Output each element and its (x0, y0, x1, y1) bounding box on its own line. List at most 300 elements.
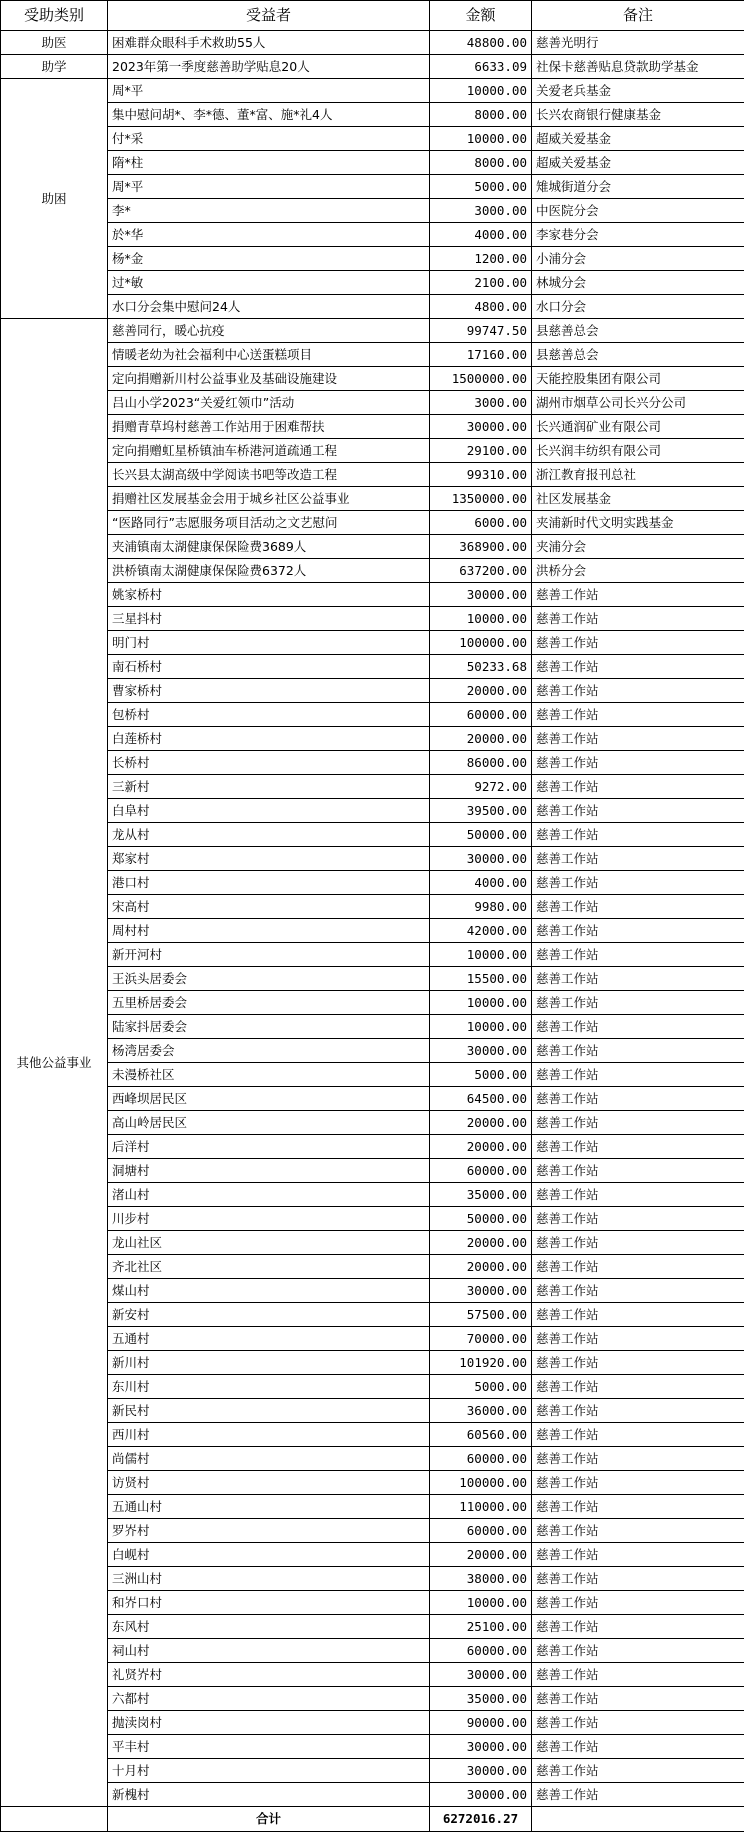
table-row (1, 895, 744, 919)
note-cell: 慈善工作站 (532, 1015, 744, 1039)
table-row (1, 1327, 744, 1351)
table-row (1, 751, 744, 775)
beneficiary-cell: 礼贤岕村 (108, 1663, 430, 1687)
amount-cell: 368900.00 (430, 535, 532, 559)
note-cell: 慈善工作站 (532, 1039, 744, 1063)
category-cell: 助困 (1, 79, 108, 319)
note-cell: 慈善工作站 (532, 1255, 744, 1279)
table-row (1, 1039, 744, 1063)
table-row (1, 583, 744, 607)
note-cell: 慈善工作站 (532, 1687, 744, 1711)
beneficiary-cell: 李* (108, 199, 430, 223)
note-cell: 慈善工作站 (532, 1543, 744, 1567)
note-cell: 慈善工作站 (532, 1615, 744, 1639)
table-row (1, 655, 744, 679)
note-cell: 慈善工作站 (532, 1135, 744, 1159)
table-row (1, 919, 744, 943)
table-row (1, 1639, 744, 1663)
table-row (1, 823, 744, 847)
beneficiary-cell: 和岕口村 (108, 1591, 430, 1615)
beneficiary-cell: 港口村 (108, 871, 430, 895)
table-row (1, 991, 744, 1015)
table-row (1, 199, 744, 223)
note-cell: 慈善工作站 (532, 1639, 744, 1663)
beneficiary-cell: 集中慰问胡*、李*德、董*富、施*礼4人 (108, 103, 430, 127)
note-cell: 社保卡慈善贴息贷款助学基金 (532, 55, 744, 79)
table-row (1, 223, 744, 247)
amount-cell: 99310.00 (430, 463, 532, 487)
note-cell: 慈善工作站 (532, 1327, 744, 1351)
table-row (1, 1543, 744, 1567)
beneficiary-cell: 西峰坝居民区 (108, 1087, 430, 1111)
table-row (1, 1783, 744, 1807)
total-spacer (1, 1807, 108, 1832)
table-body (1, 31, 744, 1807)
table-row (1, 1495, 744, 1519)
amount-cell: 50000.00 (430, 1207, 532, 1231)
amount-cell: 60000.00 (430, 1159, 532, 1183)
beneficiary-cell: 抛渎岗村 (108, 1711, 430, 1735)
header-note: 备注 (532, 1, 744, 31)
total-amount: 6272016.27 (430, 1807, 532, 1832)
note-cell: 社区发展基金 (532, 487, 744, 511)
amount-cell: 6000.00 (430, 511, 532, 535)
amount-cell: 30000.00 (430, 583, 532, 607)
note-cell: 夹浦分会 (532, 535, 744, 559)
beneficiary-cell: 东川村 (108, 1375, 430, 1399)
table-row (1, 343, 744, 367)
table-row (1, 727, 744, 751)
beneficiary-cell: 白莲桥村 (108, 727, 430, 751)
table-row (1, 1063, 744, 1087)
table-row (1, 1375, 744, 1399)
amount-cell: 10000.00 (430, 1015, 532, 1039)
amount-cell: 30000.00 (430, 1039, 532, 1063)
note-cell: 浙江教育报刊总社 (532, 463, 744, 487)
note-cell: 林城分会 (532, 271, 744, 295)
beneficiary-cell: 白阜村 (108, 799, 430, 823)
note-cell: 慈善工作站 (532, 751, 744, 775)
amount-cell: 20000.00 (430, 1135, 532, 1159)
amount-cell: 30000.00 (430, 847, 532, 871)
amount-cell: 110000.00 (430, 1495, 532, 1519)
note-cell: 慈善工作站 (532, 1087, 744, 1111)
amount-cell: 4000.00 (430, 223, 532, 247)
amount-cell: 60000.00 (430, 703, 532, 727)
beneficiary-cell: 困难群众眼科手术救助55人 (108, 31, 430, 55)
header-category: 受助类别 (1, 1, 108, 31)
note-cell: 慈善工作站 (532, 1447, 744, 1471)
beneficiary-cell: 定向捐赠新川村公益事业及基础设施建设 (108, 367, 430, 391)
note-cell: 慈善工作站 (532, 1591, 744, 1615)
note-cell: 慈善工作站 (532, 1663, 744, 1687)
table-row (1, 103, 744, 127)
table-row (1, 1591, 744, 1615)
amount-cell: 1500000.00 (430, 367, 532, 391)
amount-cell: 10000.00 (430, 943, 532, 967)
amount-cell: 35000.00 (430, 1687, 532, 1711)
table-row (1, 1183, 744, 1207)
note-cell: 水口分会 (532, 295, 744, 319)
note-cell: 慈善工作站 (532, 799, 744, 823)
note-cell: 慈善工作站 (532, 607, 744, 631)
note-cell: 长兴润丰纺织有限公司 (532, 439, 744, 463)
beneficiary-cell: 宋高村 (108, 895, 430, 919)
beneficiary-cell: 祠山村 (108, 1639, 430, 1663)
amount-cell: 100000.00 (430, 1471, 532, 1495)
note-cell: 天能控股集团有限公司 (532, 367, 744, 391)
note-cell: 慈善工作站 (532, 1711, 744, 1735)
beneficiary-cell: “医路同行”志愿服务项目活动之文艺慰问 (108, 511, 430, 535)
beneficiary-cell: 慈善同行，暖心抗疫 (108, 319, 430, 343)
beneficiary-cell: 明门村 (108, 631, 430, 655)
note-cell: 慈善工作站 (532, 1519, 744, 1543)
note-cell: 慈善工作站 (532, 847, 744, 871)
amount-cell: 30000.00 (430, 1663, 532, 1687)
beneficiary-cell: 周*平 (108, 79, 430, 103)
beneficiary-cell: 平丰村 (108, 1735, 430, 1759)
note-cell: 李家巷分会 (532, 223, 744, 247)
amount-cell: 4000.00 (430, 871, 532, 895)
beneficiary-cell: 新槐村 (108, 1783, 430, 1807)
amount-cell: 30000.00 (430, 1735, 532, 1759)
category-cell: 助学 (1, 55, 108, 79)
beneficiary-cell: 新民村 (108, 1399, 430, 1423)
beneficiary-cell: 煤山村 (108, 1279, 430, 1303)
table-row (1, 1687, 744, 1711)
note-cell: 慈善工作站 (532, 679, 744, 703)
amount-cell: 5000.00 (430, 175, 532, 199)
amount-cell: 10000.00 (430, 79, 532, 103)
note-cell: 慈善工作站 (532, 895, 744, 919)
amount-cell: 64500.00 (430, 1087, 532, 1111)
amount-cell: 8000.00 (430, 151, 532, 175)
beneficiary-cell: 姚家桥村 (108, 583, 430, 607)
beneficiary-cell: 洪桥镇南太湖健康保保险费6372人 (108, 559, 430, 583)
amount-cell: 6633.09 (430, 55, 532, 79)
table-row (1, 1615, 744, 1639)
amount-cell: 42000.00 (430, 919, 532, 943)
note-cell: 慈善工作站 (532, 1471, 744, 1495)
table-row (1, 1255, 744, 1279)
amount-cell: 30000.00 (430, 1759, 532, 1783)
note-cell: 慈善工作站 (532, 1735, 744, 1759)
note-cell: 长兴农商银行健康基金 (532, 103, 744, 127)
table-row (1, 943, 744, 967)
note-cell: 慈善工作站 (532, 943, 744, 967)
table-row (1, 775, 744, 799)
note-cell: 慈善工作站 (532, 1111, 744, 1135)
table-row (1, 1735, 744, 1759)
beneficiary-cell: 六都村 (108, 1687, 430, 1711)
beneficiary-cell: 过*敏 (108, 271, 430, 295)
amount-cell: 5000.00 (430, 1375, 532, 1399)
note-cell: 慈善光明行 (532, 31, 744, 55)
amount-cell: 60000.00 (430, 1639, 532, 1663)
note-cell: 慈善工作站 (532, 967, 744, 991)
header-beneficiary: 受益者 (108, 1, 430, 31)
category-cell: 助医 (1, 31, 108, 55)
table-row (1, 1303, 744, 1327)
table-row (1, 799, 744, 823)
beneficiary-cell: 三新村 (108, 775, 430, 799)
amount-cell: 35000.00 (430, 1183, 532, 1207)
beneficiary-cell: 三洲山村 (108, 1567, 430, 1591)
amount-cell: 3000.00 (430, 199, 532, 223)
note-cell: 慈善工作站 (532, 775, 744, 799)
amount-cell: 3000.00 (430, 391, 532, 415)
beneficiary-cell: 五通山村 (108, 1495, 430, 1519)
note-cell: 超威关爱基金 (532, 127, 744, 151)
note-cell: 慈善工作站 (532, 1303, 744, 1327)
note-cell: 慈善工作站 (532, 703, 744, 727)
table-row (1, 607, 744, 631)
beneficiary-cell: 夹浦镇南太湖健康保保险费3689人 (108, 535, 430, 559)
beneficiary-cell: 隋*柱 (108, 151, 430, 175)
amount-cell: 101920.00 (430, 1351, 532, 1375)
amount-cell: 20000.00 (430, 679, 532, 703)
beneficiary-cell: 2023年第一季度慈善助学贴息20人 (108, 55, 430, 79)
amount-cell: 48800.00 (430, 31, 532, 55)
beneficiary-cell: 访贤村 (108, 1471, 430, 1495)
note-cell: 慈善工作站 (532, 1375, 744, 1399)
table-row (1, 319, 744, 343)
amount-cell: 15500.00 (430, 967, 532, 991)
total-label: 合计 (108, 1807, 430, 1832)
amount-cell: 30000.00 (430, 1783, 532, 1807)
table-row (1, 487, 744, 511)
note-cell: 慈善工作站 (532, 1231, 744, 1255)
beneficiary-cell: 陆家抖居委会 (108, 1015, 430, 1039)
amount-cell: 8000.00 (430, 103, 532, 127)
table-row (1, 1711, 744, 1735)
amount-cell: 20000.00 (430, 727, 532, 751)
beneficiary-cell: 曹家桥村 (108, 679, 430, 703)
category-cell: 其他公益事业 (1, 319, 108, 1807)
beneficiary-cell: 杨湾居委会 (108, 1039, 430, 1063)
beneficiary-cell: 新开河村 (108, 943, 430, 967)
note-cell: 慈善工作站 (532, 1567, 744, 1591)
amount-cell: 39500.00 (430, 799, 532, 823)
beneficiary-cell: 西川村 (108, 1423, 430, 1447)
amount-cell: 637200.00 (430, 559, 532, 583)
table-row (1, 247, 744, 271)
amount-cell: 50000.00 (430, 823, 532, 847)
beneficiary-cell: 水口分会集中慰问24人 (108, 295, 430, 319)
note-cell: 慈善工作站 (532, 1063, 744, 1087)
header-row (1, 1, 744, 31)
beneficiary-cell: 龙山社区 (108, 1231, 430, 1255)
beneficiary-cell: 周村村 (108, 919, 430, 943)
amount-cell: 30000.00 (430, 415, 532, 439)
beneficiary-cell: 定向捐赠虹星桥镇油车桥港河道疏通工程 (108, 439, 430, 463)
beneficiary-cell: 白岘村 (108, 1543, 430, 1567)
table-row (1, 511, 744, 535)
note-cell: 县慈善总会 (532, 343, 744, 367)
amount-cell: 2100.00 (430, 271, 532, 295)
beneficiary-cell: 尚儒村 (108, 1447, 430, 1471)
table-row (1, 1135, 744, 1159)
table-row (1, 127, 744, 151)
table-row (1, 1159, 744, 1183)
note-cell: 慈善工作站 (532, 631, 744, 655)
amount-cell: 9272.00 (430, 775, 532, 799)
note-cell: 慈善工作站 (532, 1495, 744, 1519)
table-row (1, 1567, 744, 1591)
note-cell: 慈善工作站 (532, 655, 744, 679)
beneficiary-cell: 捐赠青草坞村慈善工作站用于困难帮扶 (108, 415, 430, 439)
amount-cell: 17160.00 (430, 343, 532, 367)
beneficiary-cell: 杨*金 (108, 247, 430, 271)
table-row (1, 679, 744, 703)
beneficiary-cell: 齐北社区 (108, 1255, 430, 1279)
note-cell: 雉城街道分会 (532, 175, 744, 199)
beneficiary-cell: 渚山村 (108, 1183, 430, 1207)
note-cell: 慈善工作站 (532, 871, 744, 895)
amount-cell: 1350000.00 (430, 487, 532, 511)
table-row (1, 1231, 744, 1255)
note-cell: 中医院分会 (532, 199, 744, 223)
amount-cell: 20000.00 (430, 1111, 532, 1135)
amount-cell: 60560.00 (430, 1423, 532, 1447)
note-cell: 慈善工作站 (532, 823, 744, 847)
beneficiary-cell: 郑家村 (108, 847, 430, 871)
amount-cell: 50233.68 (430, 655, 532, 679)
table-row (1, 295, 744, 319)
table-row (1, 1351, 744, 1375)
note-cell: 慈善工作站 (532, 1159, 744, 1183)
beneficiary-cell: 洞塘村 (108, 1159, 430, 1183)
table-row (1, 535, 744, 559)
amount-cell: 90000.00 (430, 1711, 532, 1735)
table-row (1, 1207, 744, 1231)
note-cell: 超威关爱基金 (532, 151, 744, 175)
table-row (1, 391, 744, 415)
table-row (1, 367, 744, 391)
total-row (1, 1807, 744, 1832)
table-row (1, 1423, 744, 1447)
amount-cell: 38000.00 (430, 1567, 532, 1591)
amount-cell: 10000.00 (430, 127, 532, 151)
table-row (1, 271, 744, 295)
note-cell: 洪桥分会 (532, 559, 744, 583)
table-row (1, 1447, 744, 1471)
note-cell: 慈善工作站 (532, 919, 744, 943)
beneficiary-cell: 长桥村 (108, 751, 430, 775)
beneficiary-cell: 包桥村 (108, 703, 430, 727)
table-row (1, 1279, 744, 1303)
total-note-empty (532, 1807, 744, 1832)
note-cell: 慈善工作站 (532, 1279, 744, 1303)
amount-cell: 20000.00 (430, 1543, 532, 1567)
table-row (1, 439, 744, 463)
table-row (1, 559, 744, 583)
table-row (1, 1015, 744, 1039)
note-cell: 慈善工作站 (532, 583, 744, 607)
table-row (1, 847, 744, 871)
note-cell: 小浦分会 (532, 247, 744, 271)
table-row (1, 631, 744, 655)
amount-cell: 36000.00 (430, 1399, 532, 1423)
table-row (1, 31, 744, 55)
beneficiary-cell: 三星抖村 (108, 607, 430, 631)
note-cell: 慈善工作站 (532, 1423, 744, 1447)
table-row (1, 463, 744, 487)
table-row (1, 55, 744, 79)
beneficiary-cell: 五里桥居委会 (108, 991, 430, 1015)
beneficiary-cell: 於*华 (108, 223, 430, 247)
note-cell: 夹浦新时代文明实践基金 (532, 511, 744, 535)
amount-cell: 20000.00 (430, 1255, 532, 1279)
beneficiary-cell: 十月村 (108, 1759, 430, 1783)
note-cell: 慈善工作站 (532, 1207, 744, 1231)
beneficiary-cell: 长兴县太湖高级中学阅读书吧等改造工程 (108, 463, 430, 487)
note-cell: 慈善工作站 (532, 1783, 744, 1807)
table-row (1, 415, 744, 439)
beneficiary-cell: 龙从村 (108, 823, 430, 847)
note-cell: 慈善工作站 (532, 1351, 744, 1375)
beneficiary-cell: 川步村 (108, 1207, 430, 1231)
table-row (1, 1111, 744, 1135)
amount-cell: 25100.00 (430, 1615, 532, 1639)
note-cell: 关爱老兵基金 (532, 79, 744, 103)
beneficiary-cell: 东风村 (108, 1615, 430, 1639)
beneficiary-cell: 情暖老幼为社会福利中心送蛋糕项目 (108, 343, 430, 367)
amount-cell: 4800.00 (430, 295, 532, 319)
amount-cell: 86000.00 (430, 751, 532, 775)
beneficiary-cell: 新安村 (108, 1303, 430, 1327)
table-row (1, 175, 744, 199)
amount-cell: 9980.00 (430, 895, 532, 919)
note-cell: 慈善工作站 (532, 727, 744, 751)
table-row (1, 1399, 744, 1423)
amount-cell: 60000.00 (430, 1519, 532, 1543)
table-row (1, 871, 744, 895)
amount-cell: 5000.00 (430, 1063, 532, 1087)
beneficiary-cell: 高山岭居民区 (108, 1111, 430, 1135)
amount-cell: 99747.50 (430, 319, 532, 343)
table-row (1, 1519, 744, 1543)
amount-cell: 20000.00 (430, 1231, 532, 1255)
table-row (1, 1471, 744, 1495)
amount-cell: 29100.00 (430, 439, 532, 463)
note-cell: 慈善工作站 (532, 991, 744, 1015)
beneficiary-cell: 五通村 (108, 1327, 430, 1351)
beneficiary-cell: 后洋村 (108, 1135, 430, 1159)
table-row (1, 151, 744, 175)
beneficiary-cell: 吕山小学2023“关爱红领巾”活动 (108, 391, 430, 415)
beneficiary-cell: 新川村 (108, 1351, 430, 1375)
amount-cell: 70000.00 (430, 1327, 532, 1351)
amount-cell: 10000.00 (430, 1591, 532, 1615)
amount-cell: 10000.00 (430, 991, 532, 1015)
header-amount: 金额 (430, 1, 532, 31)
beneficiary-cell: 捐赠社区发展基金会用于城乡社区公益事业 (108, 487, 430, 511)
amount-cell: 60000.00 (430, 1447, 532, 1471)
beneficiary-cell: 付*采 (108, 127, 430, 151)
table-row (1, 79, 744, 103)
beneficiary-cell: 未漫桥社区 (108, 1063, 430, 1087)
table-row (1, 1759, 744, 1783)
beneficiary-cell: 罗岕村 (108, 1519, 430, 1543)
table-row (1, 967, 744, 991)
amount-cell: 1200.00 (430, 247, 532, 271)
amount-cell: 30000.00 (430, 1279, 532, 1303)
amount-cell: 57500.00 (430, 1303, 532, 1327)
note-cell: 湖州市烟草公司长兴分公司 (532, 391, 744, 415)
beneficiary-cell: 周*平 (108, 175, 430, 199)
table-row (1, 1663, 744, 1687)
